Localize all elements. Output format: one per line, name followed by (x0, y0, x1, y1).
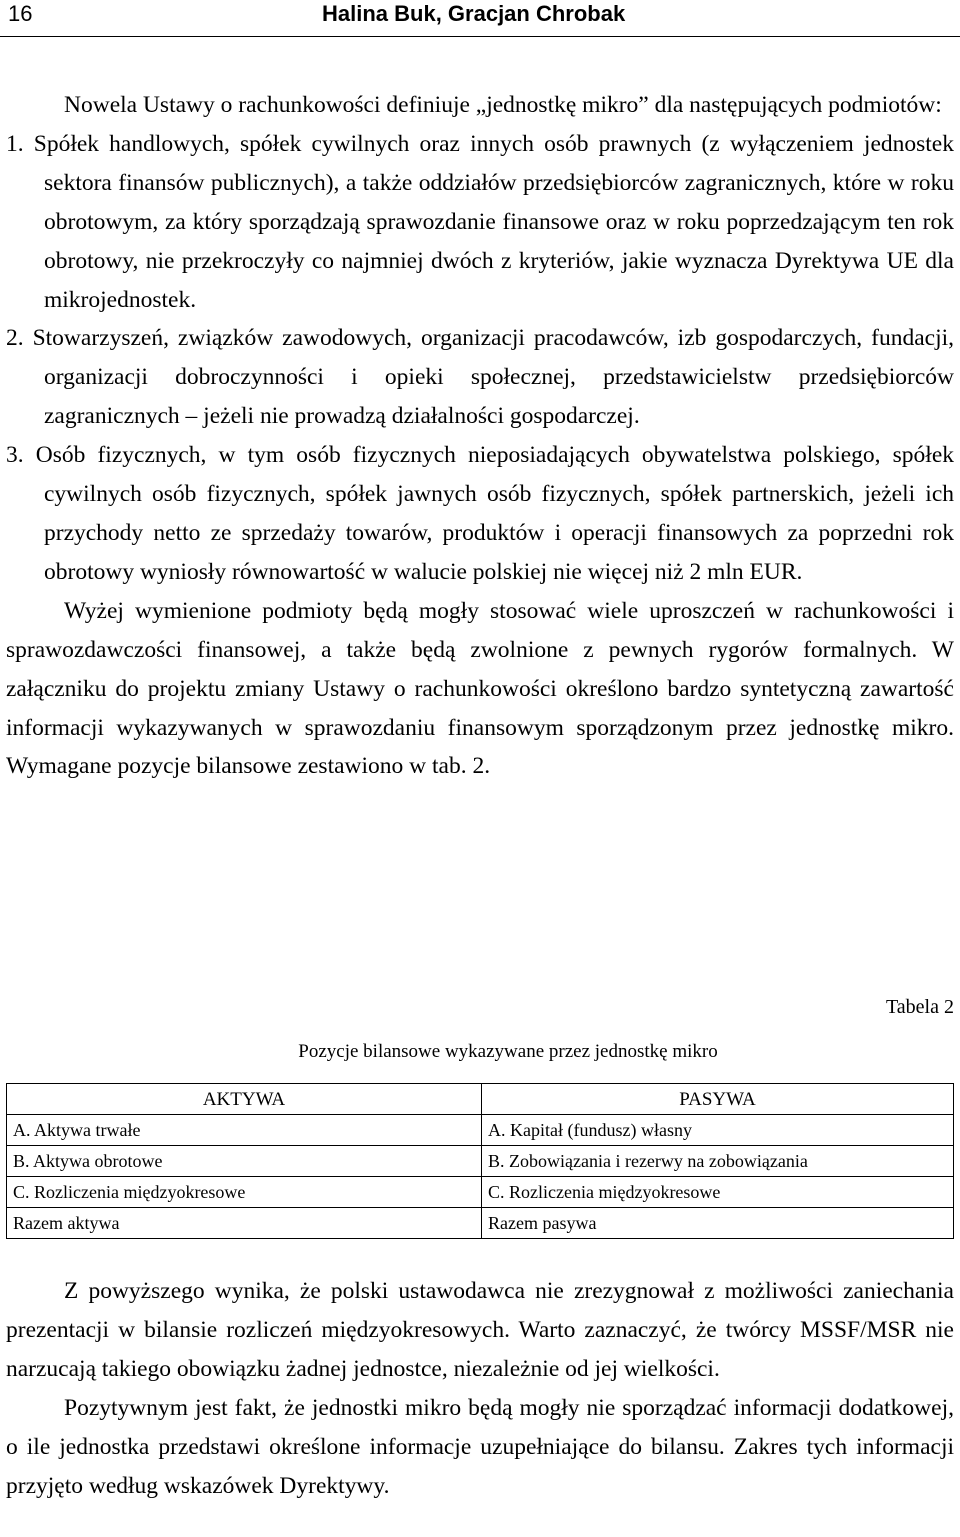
table-row (7, 1146, 954, 1177)
table-cell: B. Zobowiązania i rezerwy na zobowiązania (482, 1146, 954, 1177)
table-cell: A. Kapitał (fundusz) własny (482, 1115, 954, 1146)
table-cell: Razem aktywa (7, 1208, 482, 1239)
table-title: Pozycje bilansowe wykazywane przez jednostkę mikro (298, 1041, 718, 1062)
table-row (7, 1115, 954, 1146)
running-head: Halina Buk, Gracjan Chrobak (322, 1, 626, 26)
table-row (7, 1208, 954, 1239)
table-header-row (7, 1084, 954, 1115)
table-row (7, 1177, 954, 1208)
column-header-liabilities: PASYWA (482, 1084, 954, 1115)
table-cell: A. Aktywa trwałe (7, 1115, 482, 1146)
page-header (0, 0, 960, 36)
table-cell: B. Aktywa obrotowe (7, 1146, 482, 1177)
intro-paragraph: Nowela Ustawy o rachunkowości definiuje „jednostkę mikro” dla następujących podmiotów: (64, 92, 942, 118)
table-cell: C. Rozliczenia międzyokresowe (7, 1177, 482, 1208)
paragraph-after-table-1: Z powyższego wynika, że polski ustawodawca nie zrezygnował z możliwości zaniechania prezentacji w bilansie rozliczeń międzyokresowych. Warto zaznaczyć, że twórcy MSSF/MSR nie narzucają takiego obowiązku żadnej jednostce, niezależnie od jej wielkości. (6, 1278, 954, 1382)
paragraph-after-table-2: Pozytywnym jest fakt, że jednostki mikro będą mogły nie sporządzać informacji dodatkowej, o ile jednostka przedstawi określone informacje uzupełniające do bilansu. Zakres tych informacji przyjęto według wskazówek Dyrektywy. (6, 1394, 954, 1499)
list-item-2: 2. Stowarzyszeń, związków zawodowych, organizacji pracodawców, izb gospodarczych, fundacji, organizacji dobroczynności i opieki społecznej, przedstawicielstw przedsiębiorców zagranicznych – jeżeli nie prowadzą działalności gospodarczej. (6, 325, 954, 430)
table-cell: C. Rozliczenia międzyokresowe (482, 1177, 954, 1208)
page-number: 16 (8, 1, 33, 26)
body-text-upper (6, 86, 954, 786)
header-rule (0, 36, 960, 37)
balance-sheet-table (6, 1083, 954, 1239)
table-number: Tabela 2 (885, 996, 954, 1018)
list-item-3: 3. Osób fizycznych, w tym osób fizycznych nieposiadających obywatelstwa polskiego, spółek cywilnych osób fizycznych, spółek jawnych osób fizycznych, spółek partnerskich, jeżeli ich przychody netto ze sprzedaży towarów, produktów i operacji finansowych za poprzedni rok obrotowy wyniosły równowartość w walucie polskiej nie więcej niż 2 mln EUR. (6, 442, 954, 585)
column-header-assets: AKTYWA (7, 1084, 482, 1115)
body-text-lower (6, 1272, 954, 1505)
table-cell: Razem pasywa (482, 1208, 954, 1239)
list-item-1: 1. Spółek handlowych, spółek cywilnych oraz innych osób prawnych (z wyłączeniem jednostek sektora finansów publicznych), a także oddziałów przedsiębiorców zagranicznych, które w roku obrotowym, za który sporządzają sprawozdanie finansowe oraz w roku poprzedzającym ten rok obrotowy, nie przekroczyły co najmniej dwóch z kryteriów, jakie wyznacza Dyrektywa UE dla mikrojednostek. (6, 130, 954, 313)
paragraph-after-list: Wyżej wymienione podmioty będą mogły stosować wiele uproszczeń w rachunkowości i sprawozdawczości finansowej, a także będą zwolnione z pewnych rygorów formalnych. W załączniku do projektu zmiany Ustawy o rachunkowości określono bardzo syntetyczną zawartość informacji wykazywanych w sprawozdaniu finansowym sporządzonym przez jednostkę mikro. Wymagane pozycje bilansowe zestawiono w tab. 2. (6, 597, 954, 780)
